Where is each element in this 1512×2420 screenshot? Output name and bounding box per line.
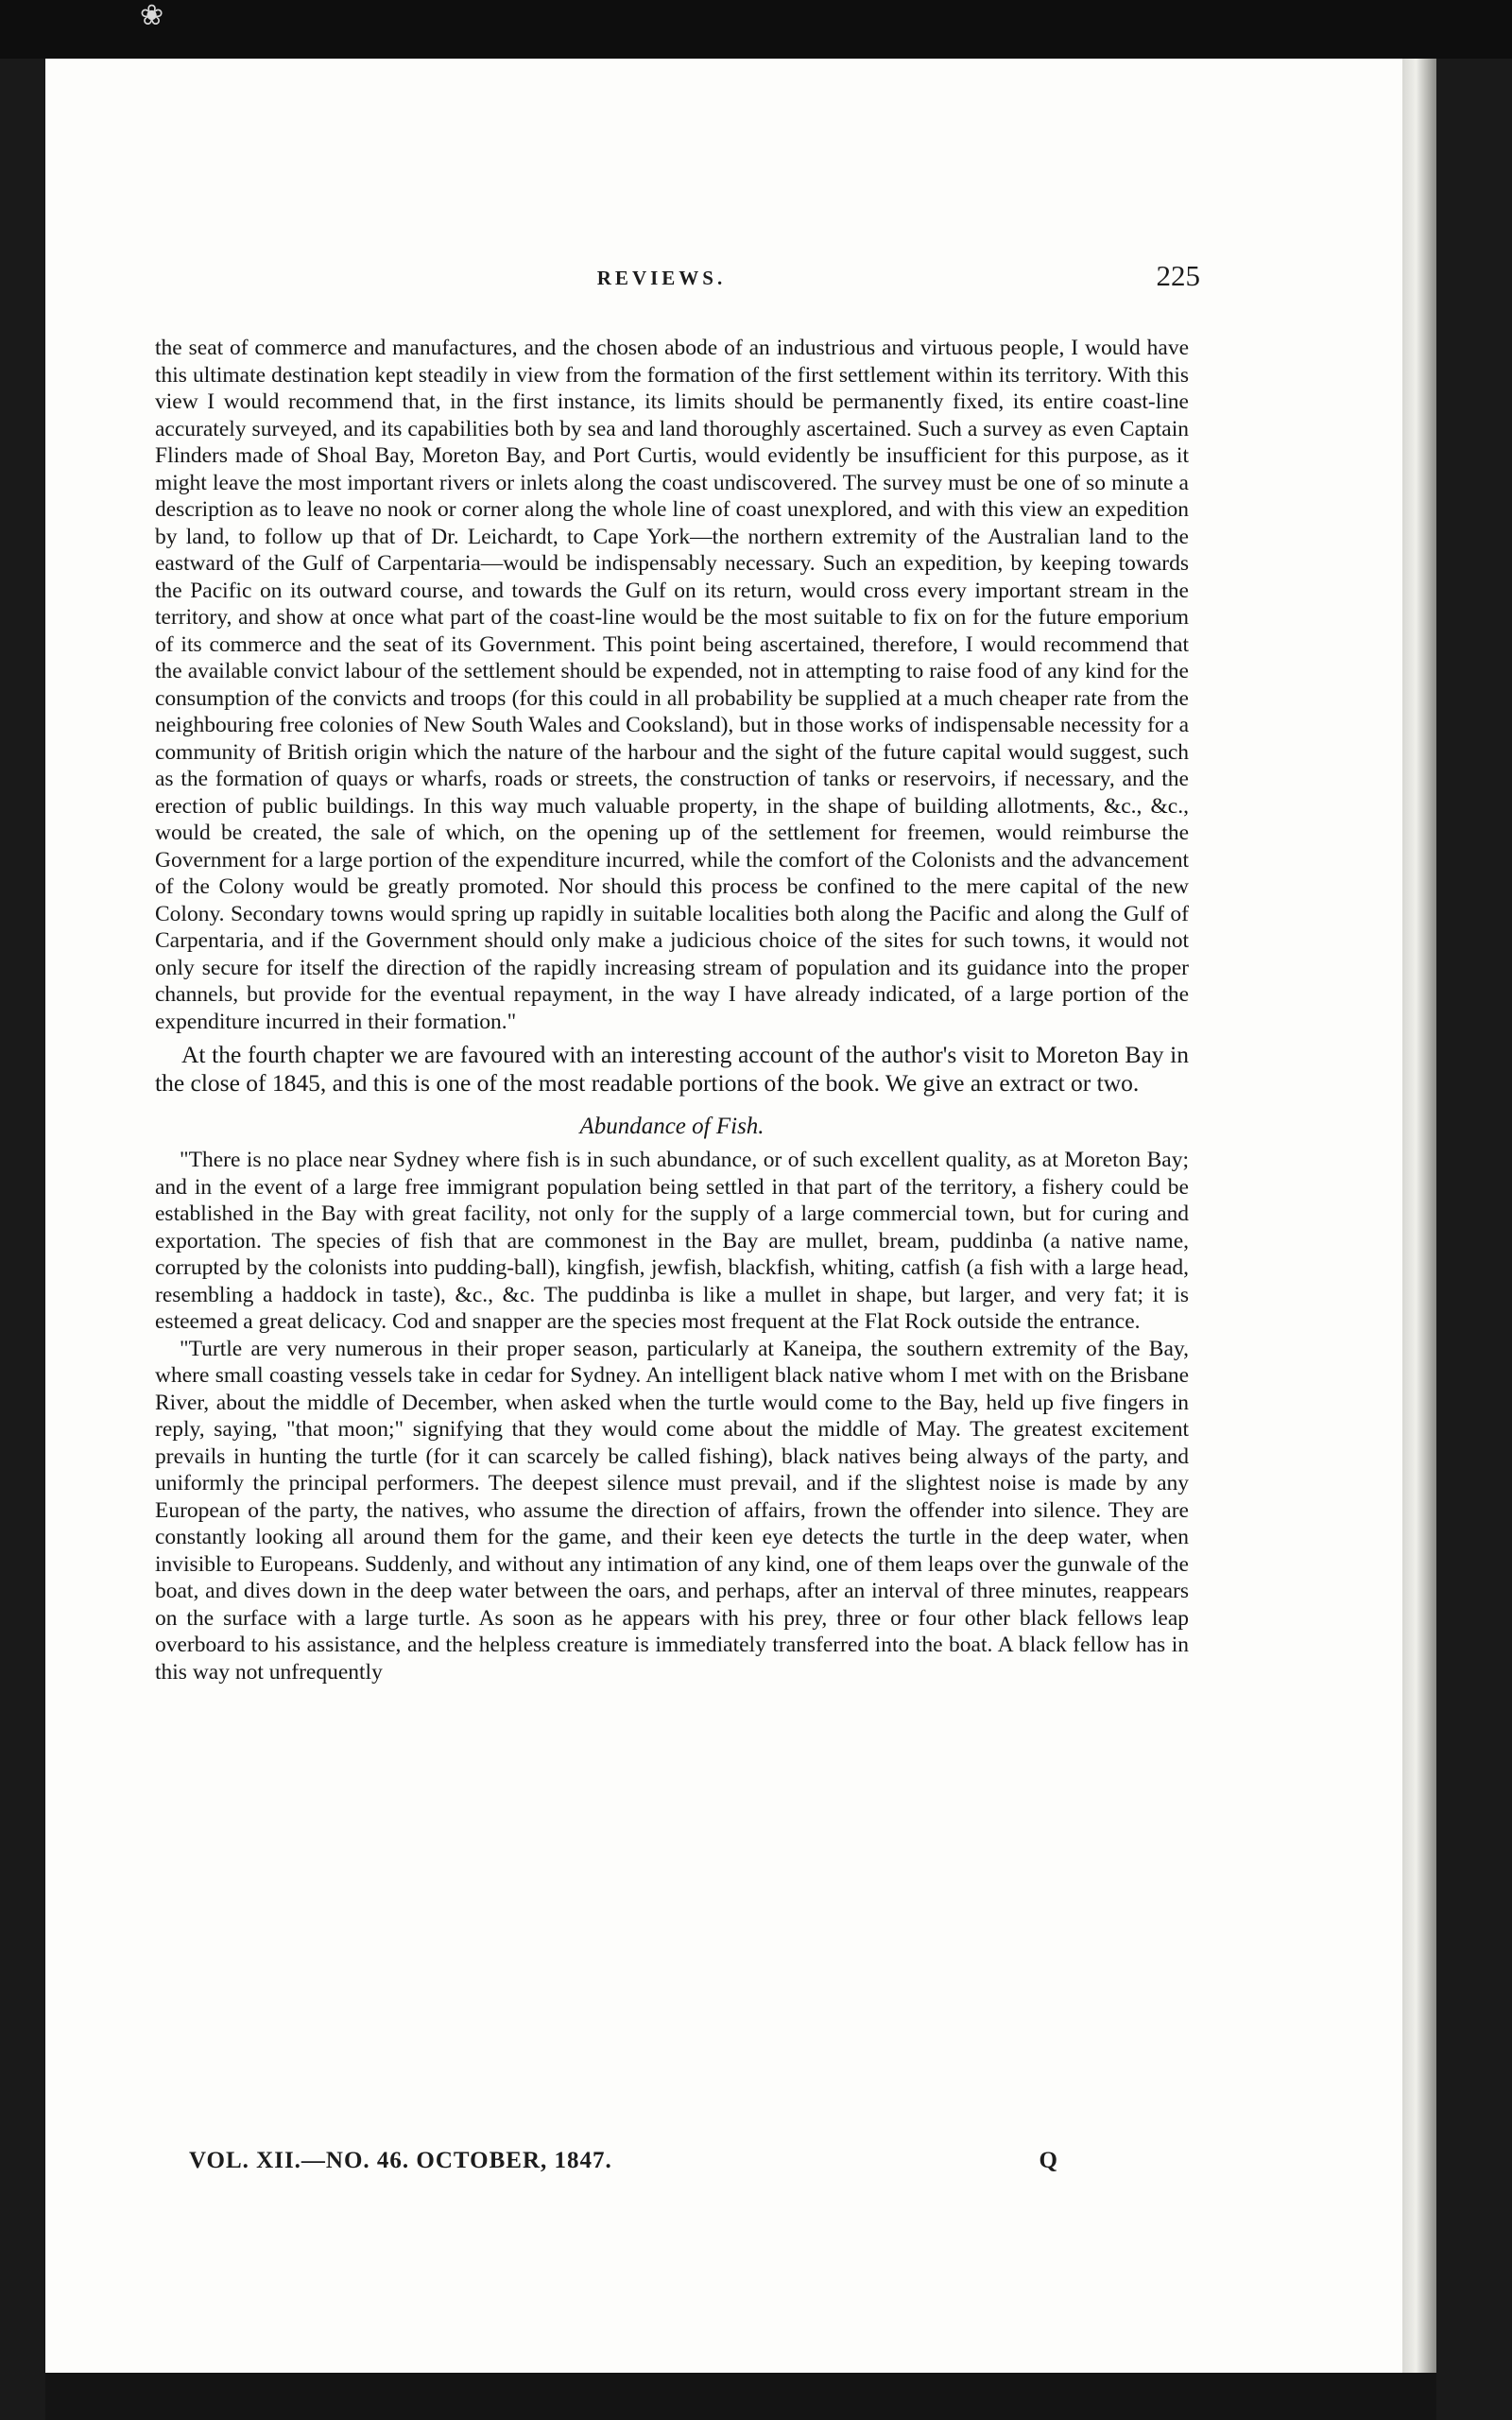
scan-mark-icon: ❀ — [140, 0, 164, 31]
section-subheading: Abundance of Fish. — [579, 1114, 765, 1139]
quote-paragraph-1: the seat of commerce and manufactures, and the chosen abode of an industrious and virtuous people, I would have this ultimate destination kept steadily in view from the formation of the first settlement within its territory. With this view I would recommend that, in the first instance, its limits should be permanently fixed, its entire coast-line accurately surveyed, and its capabilities both by sea and land thoroughly ascertained. Such a survey as even Captain Flinders made of Shoal Bay, Moreton Bay, and Port Curtis, would evidently be insufficient for this purpose, as it might leave the most important rivers or inlets along the coast undiscovered. The survey must be one of so minute a description as to leave no nook or corner along the whole line of coast unexplored, and with this view an expedition by land, to follow up that of Dr. Leichardt, to Cape York—the northern extremity of the Australian land to the eastward of the Gulf of Carpentaria—would be indispensably necessary. Such an expedition, by keeping towards the Pacific on its outward course, and towards the Gulf on its return, would cross every important stream in the territory, and show at once what part of the coast-line would be the most suitable to fix on for the future emporium of its commerce and the seat of its Government. This point being ascertained, therefore, I would recommend that the available convict labour of the settlement should be expended, not in attempting to raise food of any kind for the consumption of the convicts and troops (for this could in all probability be supplied at a much cheaper rate from the neighbouring free colonies of New South Wales and Cooksland), but in those works of indispensable necessity for a community of British origin which the nature of the harbour and the sight of the future capital would suggest, such as the formation of quays or wharfs, roads or streets, the construction of tanks or reservoirs, if necessary, and the erection of public buildings. In this way much valuable property, in the shape of building allotments, &c., &c., would be created, the sale of which, on the opening up of the settlement for freemen, would reimburse the Government for a large portion of the expenditure incurred, while the comfort of the Colonists and the advancement of the Colony would be greatly promoted. Nor should this process be confined to the mere capital of the new Colony. Secondary towns would spring up rapidly in suitable localities both along the Pacific and along the Gulf of Carpentaria, and if the Government should only make a judicious choice of the sites for such towns, it would not only secure for itself the direction of the rapidly increasing stream of population and its guidance into the proper channels, but provide for the eventual repayment, in the way I have already indicated, of a large portion of the expenditure incurred in their formation." — [155, 336, 1189, 1034]
body-text — [155, 335, 1189, 1685]
page-edge — [1402, 59, 1436, 2373]
scan-bottom-border — [45, 2373, 1436, 2420]
scan-top-border — [0, 0, 1512, 59]
running-title: REVIEWS. — [596, 267, 727, 289]
signature-mark: Q — [1039, 2148, 1058, 2173]
page-footer — [189, 2148, 1058, 2182]
quote-paragraph-3: "Turtle are very numerous in their proper season, particularly at Kaneipa, the southern extremity of the Bay, where small coasting vessels take in cedar for Sydney. An intelligent black native whom I met with on the Brisbane River, about the middle of December, when asked when the turtle would come to the Bay, held up five fingers in reply, saying, "that moon;" signifying that they would come about the middle of May. The greatest excitement prevails in hunting the turtle (for it can scarcely be called fishing), black natives being always of the party, and uniformly the principal performers. The deepest silence must prevail, and if the slightest noise is made by any European of the party, the natives, who assume the direction of affairs, frown the offender into silence. They are constantly looking all around them for the game, and their keen eye detects the turtle in the deep water, when invisible to Europeans. Suddenly, and without any intimation of any kind, one of them leaps over the gunwale of the boat, and dives down in the deep water between the oars, and perhaps, after an interval of three minutes, reappears on the surface with a large turtle. As soon as he appears with his prey, three or four other black fellows leap overboard to his assistance, and the helpless creature is immediately transferred into the boat. A black fellow has in this way not unfrequently — [155, 1336, 1189, 1685]
page-number: 225 — [1156, 259, 1200, 292]
author-paragraph: At the fourth chapter we are favoured with an interesting account of the author's visit to Moreton Bay in the close of 1845, and this is one of the most readable portions of the book. We give an extract or two. — [155, 1041, 1189, 1097]
quote-paragraph-2: "There is no place near Sydney where fish is in such abundance, or of such excellent quality, as at Moreton Bay; and in the event of a large free immigrant population being settled in that part of the territory, a fishery could be established in the Bay with great facility, not only for the supply of a large commercial town, but for curing and exportation. The species of fish that are commonest in the Bay are mullet, bream, puddinba (a native name, corrupted by the colonists into pudding-ball), kingfish, jewfish, blackfish, whiting, catfish (a fish with a large head, resembling a haddock in taste), &c., &c. The puddinba is like a mullet in shape, but larger, and very fat; it is esteemed a great delicacy. Cod and snapper are the species most frequent at the Flat Rock outside the entrance. — [155, 1148, 1189, 1334]
volume-line: VOL. XII.—NO. 46. OCTOBER, 1847. — [189, 2148, 612, 2173]
